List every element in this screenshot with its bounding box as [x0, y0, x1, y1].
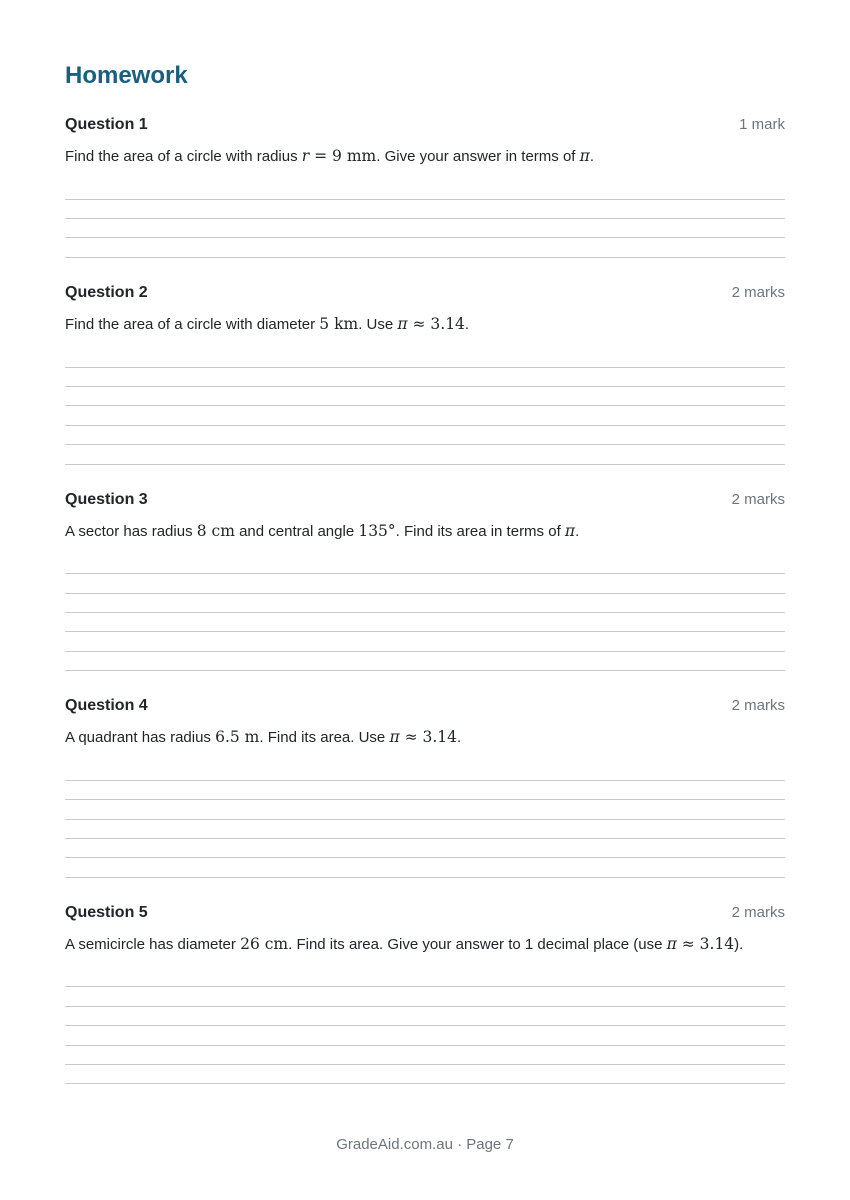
math-expression: ≈ 3.14	[407, 314, 465, 333]
question-label: Question 1	[65, 116, 148, 133]
answer-line	[65, 987, 785, 1006]
question-block	[65, 283, 785, 465]
math-expression: 6.5 m	[215, 728, 260, 747]
question-block	[65, 490, 785, 672]
question-header	[65, 696, 785, 716]
answer-line	[65, 1065, 785, 1084]
answer-line	[65, 348, 785, 367]
question-marks-badge: 2 marks	[731, 903, 785, 921]
answer-line	[65, 652, 785, 671]
question-text-segment: Find the area of a circle with radius	[65, 148, 302, 165]
question-text-segment: A quadrant has radius	[65, 729, 216, 747]
answer-lines-group	[65, 180, 785, 258]
page-title: Homework	[65, 62, 188, 89]
math-expression: 135°	[358, 521, 396, 540]
answer-lines-group	[65, 555, 785, 671]
question-header	[65, 115, 785, 135]
question-text-segment: . Find its area. Use	[259, 729, 390, 747]
answer-line	[65, 800, 785, 819]
math-variable: π	[389, 728, 400, 747]
questions-container	[65, 115, 785, 1084]
question-label: Question 5	[65, 903, 148, 921]
question-marks-badge: 2 marks	[731, 283, 785, 301]
question-block	[65, 115, 785, 258]
math-expression: 26 cm	[240, 934, 289, 953]
question-text-segment: .	[457, 729, 462, 747]
question-header	[65, 283, 785, 303]
answer-line	[65, 406, 785, 425]
question-text-segment: .	[464, 315, 470, 333]
question-header	[65, 490, 785, 510]
question-block	[65, 696, 785, 878]
answer-line	[65, 1046, 785, 1065]
answer-line	[65, 761, 785, 780]
question-text-segment: . Find its area in terms of	[395, 522, 565, 540]
answer-line	[65, 555, 785, 574]
answer-line	[65, 219, 785, 238]
math-expression: 5 km	[319, 314, 359, 333]
answer-line	[65, 839, 785, 858]
question-text-segment: Find the area of a circle with diameter	[65, 315, 320, 333]
answer-line	[65, 387, 785, 406]
answer-line	[65, 820, 785, 839]
answer-lines-group	[65, 761, 785, 877]
question-header	[65, 903, 785, 923]
math-expression: ≈ 3.14	[399, 728, 457, 747]
question-text-segment: .	[575, 522, 580, 540]
answer-line	[65, 594, 785, 613]
math-variable: π	[579, 147, 590, 165]
question-text-segment: . Give your answer in terms of	[376, 148, 580, 165]
question-text-segment: .	[589, 148, 594, 165]
question-text-segment: . Use	[358, 315, 398, 333]
answer-line	[65, 368, 785, 387]
question-text-segment: A semicircle has diameter	[65, 935, 241, 953]
math-variable: r	[301, 147, 310, 165]
answer-line	[65, 1026, 785, 1045]
question-label: Question 2	[65, 283, 148, 301]
question-marks-badge: 2 marks	[731, 490, 785, 508]
answer-line	[65, 445, 785, 464]
question-label: Question 3	[65, 490, 148, 508]
answer-line	[65, 200, 785, 219]
question-label: Question 4	[65, 697, 148, 715]
answer-line	[65, 781, 785, 800]
math-expression: ≈ 3.14	[676, 934, 735, 953]
question-text-segment: . Find its area. Give your answer to 1 decimal place (use	[288, 935, 667, 953]
answer-line	[65, 238, 785, 257]
question-marks-badge: 2 marks	[731, 697, 785, 715]
question-text	[65, 932, 785, 957]
question-text-segment: and central angle	[234, 522, 359, 540]
math-expression: = 9 mm	[309, 147, 377, 165]
question-text-segment: ).	[734, 935, 744, 953]
math-variable: π	[397, 314, 408, 333]
question-block	[65, 903, 785, 1085]
answer-line	[65, 574, 785, 593]
answer-line	[65, 858, 785, 877]
answer-line	[65, 613, 785, 632]
answer-line	[65, 632, 785, 651]
question-text	[65, 144, 785, 169]
question-text	[65, 725, 785, 750]
question-text	[65, 519, 785, 544]
answer-line	[65, 1007, 785, 1026]
footer-text: GradeAid.com.au · Page 7	[336, 1136, 514, 1154]
math-variable: π	[666, 934, 677, 953]
answer-lines-group	[65, 968, 785, 1084]
answer-lines-group	[65, 348, 785, 464]
math-variable: π	[564, 521, 576, 540]
answer-line	[65, 968, 785, 987]
question-marks-badge: 1 mark	[739, 116, 785, 133]
answer-line	[65, 180, 785, 199]
math-expression: 8 cm	[196, 521, 235, 540]
answer-line	[65, 426, 785, 445]
question-text	[65, 312, 785, 337]
question-text-segment: A sector has radius	[65, 522, 197, 540]
